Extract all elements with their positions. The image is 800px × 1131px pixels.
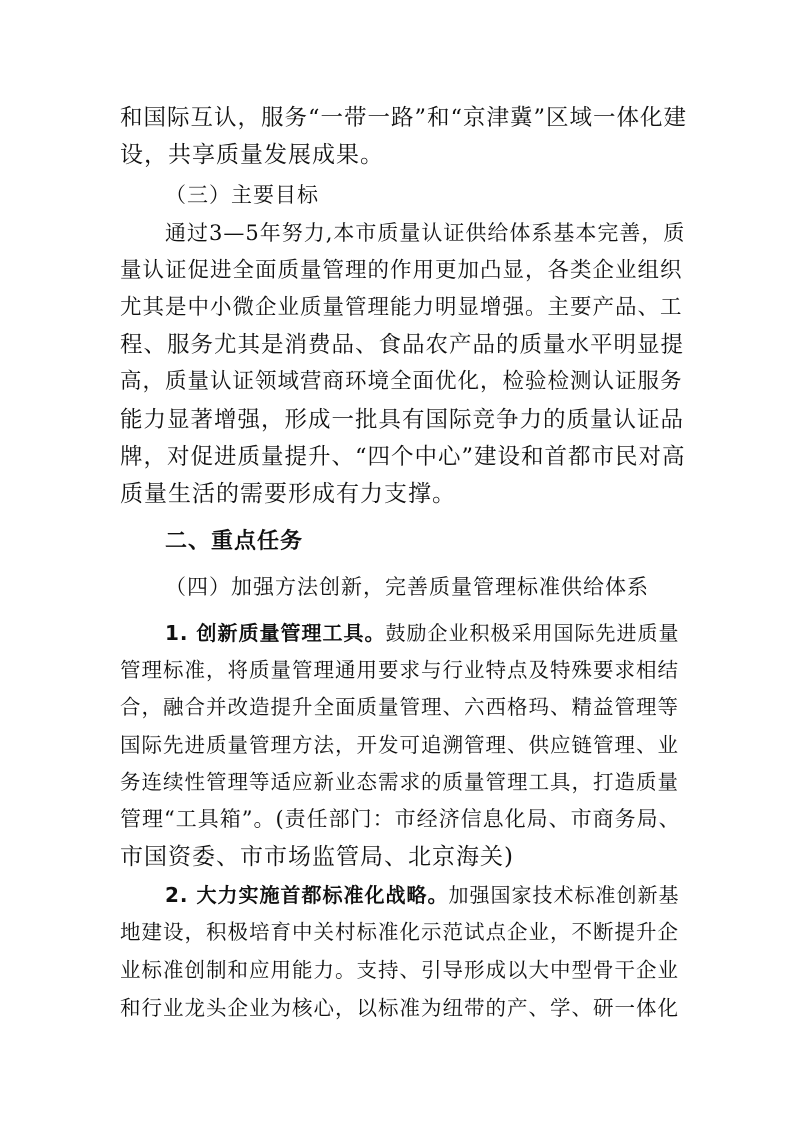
paragraph-line: 地建设，积极培育中关村标准化示范试点企业，不断提升企 <box>120 920 679 944</box>
paragraph-line: 高，质量认证领域营商环境全面优化，检验检测认证服务 <box>120 369 683 394</box>
paragraph-line: 量认证促进全面质量管理的作用更加凸显，各类企业组织 <box>120 258 683 283</box>
item-1-text: 鼓励企业积极采用国际先进质量 <box>385 621 680 645</box>
item-1-line <box>165 618 679 648</box>
paragraph-line: 国际先进质量管理方法，开发可追溯管理、供应链管理、业 <box>120 733 679 757</box>
paragraph-line: 能力显著增强，形成一批具有国际竞争力的质量认证品 <box>120 407 685 433</box>
paragraph-line: 业标准创制和应用能力。支持、引导形成以大中型骨干企业 <box>120 958 679 982</box>
paragraph-line: 和国际互认，服务“一带一路”和“京津冀”区域一体化建 <box>120 105 688 131</box>
paragraph-line: 尤其是中小微企业质量管理能力明显增强。主要产品、工 <box>120 295 683 320</box>
paragraph-line: 质量生活的需要形成有力支撑。 <box>120 481 456 507</box>
item-2-title: 2. 大力实施首都标准化战略。 <box>165 883 449 907</box>
paragraph-line: 务连续性管理等适应新业态需求的质量管理工具，打造质量 <box>120 770 679 794</box>
paragraph-line: 设，共享质量发展成果。 <box>120 142 384 168</box>
section-subheading: （四）加强方法创新，完善质量管理标准供给体系 <box>165 575 649 599</box>
section-heading: 二、重点任务 <box>165 529 304 554</box>
paragraph-line: 程、服务尤其是消费品、食品农产品的质量水平明显提 <box>120 332 685 358</box>
item-2-text: 加强国家技术标准创新基 <box>448 883 680 907</box>
section-subheading: （三）主要目标 <box>165 183 319 207</box>
item-1-title: 1. 创新质量管理工具。 <box>165 621 386 645</box>
item-2-line <box>165 880 679 910</box>
paragraph-line: 通过3—5年努力,本市质量认证供给体系基本完善，质 <box>165 221 686 245</box>
paragraph-line: 管理“工具箱”。(责任部门：市经济信息化局、市商务局、 <box>120 807 681 831</box>
paragraph-line: 牌，对促进质量提升、“四个中心”建设和首都市民对高 <box>120 444 686 470</box>
paragraph-line: 和行业龙头企业为核心，以标准为纽带的产、学、研一体化 <box>120 996 679 1020</box>
paragraph-line: 管理标准，将质量管理通用要求与行业特点及特殊要求相结 <box>120 658 679 682</box>
paragraph-line: 市国资委、市市场监管局、北京海关) <box>120 844 514 870</box>
paragraph-line: 合，融合并改造提升全面质量管理、六西格玛、精益管理等 <box>120 695 679 719</box>
